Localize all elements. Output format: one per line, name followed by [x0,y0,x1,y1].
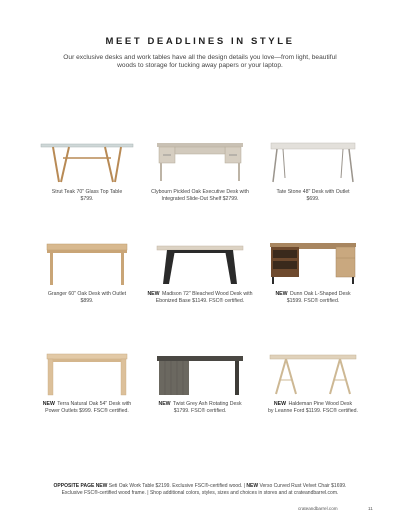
product-detail: Ebonized Base $1149. FSC® certified. [155,297,245,304]
footer-text-3: FSC®-certified wood frame. | Shop additional colors, styles, sizes and choices in stores and at crateandbarrel.com. [84,489,339,496]
tate-stone-desk-image [269,138,357,184]
product-name: Granger 60" Oak Desk with Outlet [47,291,127,297]
new-badge: NEW [246,483,259,489]
new-badge: NEW [273,401,286,407]
clybourn-desk-image [155,138,245,184]
new-badge: NEW [42,401,55,407]
page-heading: MEET DEADLINES IN STYLE [105,36,295,47]
product-name: Clybourn Pickled Oak Executive Desk with [151,189,249,195]
product-name: Strut Teak 70" Glass Top Table [51,189,123,195]
footer-text-1: Seti Oak Work Table $2199. Exclusive FSC®-certified wood. | [108,483,245,489]
twist-ash-desk-image [155,350,245,396]
intro-text: Our exclusive desks and work tables have all the design details you love—from light, beautiful woods to storage for tucking away papers or your laptop. [63,54,337,70]
product-name: Madison 72" Bleached Wood Desk with [162,291,253,297]
product-name: Haldeman Pine Wood Desk [288,401,353,407]
product-detail: $899. [80,297,94,304]
product-twist-desk[interactable] [138,350,262,414]
product-detail: Integrated Slide-Out Shelf $2799. [161,195,239,202]
product-haldeman-desk[interactable] [251,350,375,414]
granger-desk-image [45,240,129,286]
new-badge: NEW [275,291,288,297]
new-badge: NEW [158,401,171,407]
dunn-l-desk-image [268,240,358,286]
product-dunn-desk[interactable] [251,240,375,304]
product-detail: $799. [80,195,94,202]
product-tate-desk[interactable] [251,138,375,202]
product-strut-table[interactable] [25,138,149,202]
site-url: crateandbarrel.com [298,506,338,511]
page-number: 11 [368,506,373,511]
new-badge: NEW [95,483,108,489]
product-madison-desk[interactable] [138,240,262,304]
product-terra-desk[interactable] [25,350,149,414]
footer-text-2: Verso Curved Rust Velvet Chair $1699. Exclusive [61,483,347,496]
product-detail: $699. [306,195,320,202]
product-detail: Power Outlets $999. FSC® certified. [45,407,129,414]
haldeman-pine-desk-image [268,350,358,396]
product-clybourn-desk[interactable] [138,138,262,202]
product-name: Tate Stone 48" Desk with Outlet [276,189,350,195]
strut-glass-table-image [39,138,135,184]
madison-desk-image [155,240,245,286]
product-detail: $1599. FSC® certified. [286,297,340,304]
product-name: Terra Natural Oak 54" Desk with [57,401,132,407]
new-badge: NEW [147,291,160,297]
product-name: Dunn Oak L-Shaped Desk [290,291,351,297]
terra-oak-desk-image [45,350,129,396]
product-granger-desk[interactable] [25,240,149,304]
footer-credits [48,483,352,496]
product-name: Twist Grey Ash Rotating Desk [172,401,242,407]
opposite-page-label: OPPOSITE PAGE [53,483,95,489]
product-detail: $1799. FSC® certified. [173,407,227,414]
product-detail: by Leanne Ford $1199. FSC® certified. [268,407,358,414]
